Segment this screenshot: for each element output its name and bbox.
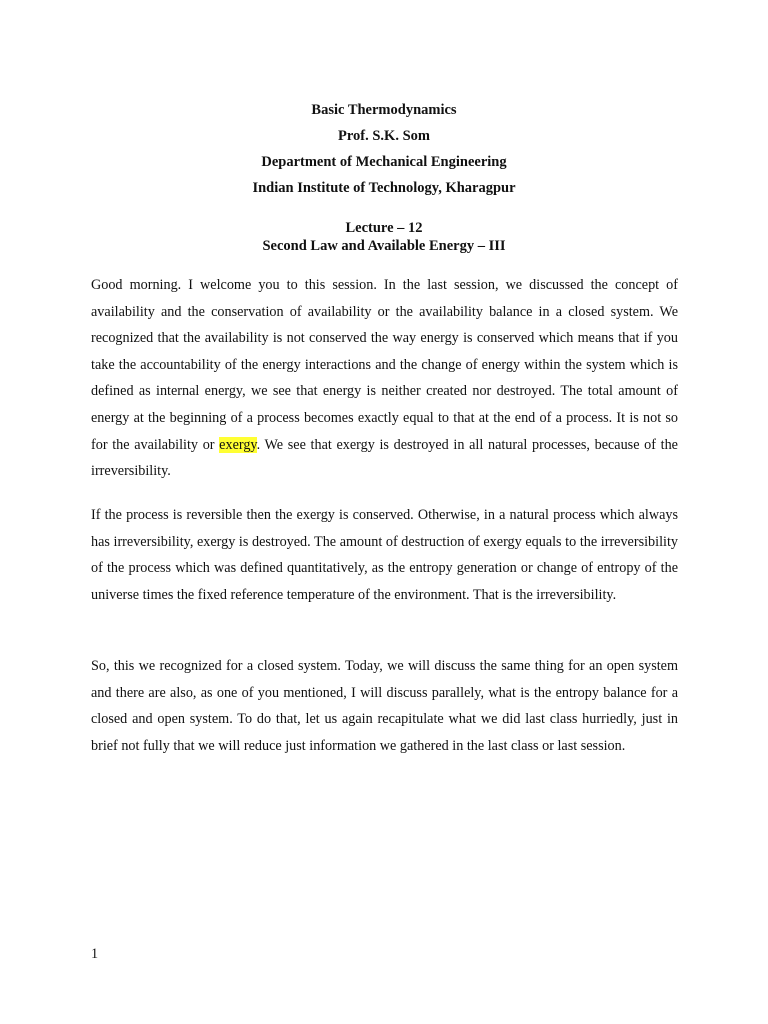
lecture-heading [0,219,768,255]
lecture-number: Lecture – 12 [345,220,423,236]
lecture-title: Second Law and Available Energy – III [262,238,506,254]
paragraph-1-text-start: Good morning. I welcome you to this session. In the last session, we discussed the concept of availability and the conservation of availability or the availability balance in a closed system. We recognized that the availability is not conserved the way energy is conserved which means that if you take the accountability of the energy interactions and the change of energy within the system which is defined as internal energy, we see that energy is neither created nor destroyed. The total amount of energy at the beginning of a process becomes exactly equal to that at the end of a process. It is not so for the availability or [91,277,678,453]
paragraph-1-text-end: . We see that exergy is destroyed in all natural processes, because of the irreversibility. [91,436,678,480]
paragraph-1 [91,272,678,485]
page-number: 1 [91,946,99,962]
institute-name: Indian Institute of Technology, Kharagpur [252,180,516,196]
professor-name: Prof. S.K. Som [338,128,430,144]
highlighted-term: exergy [219,436,257,453]
document-header [0,97,768,201]
department-name: Department of Mechanical Engineering [261,154,507,170]
paragraph-3: So, this we recognized for a closed system. Today, we will discuss the same thing for an open system and there are also, as one of you mentioned, I will discuss parallely, what is the entropy balance for a closed and open system. To do that, let us again recapitulate what we did last class hurriedly, just in brief not fully that we will reduce just information we gathered in the last class or last session. [91,658,678,754]
course-title: Basic Thermodynamics [311,102,457,118]
paragraph-2: If the process is reversible then the exergy is conserved. Otherwise, in a natural process which always has irreversibility, exergy is destroyed. The amount of destruction of exergy equals to the irreversibility of the process which was defined quantitatively, as the entropy generation or change of entropy of the universe times the fixed reference temperature of the environment. That is the irreversibility. [91,507,678,603]
